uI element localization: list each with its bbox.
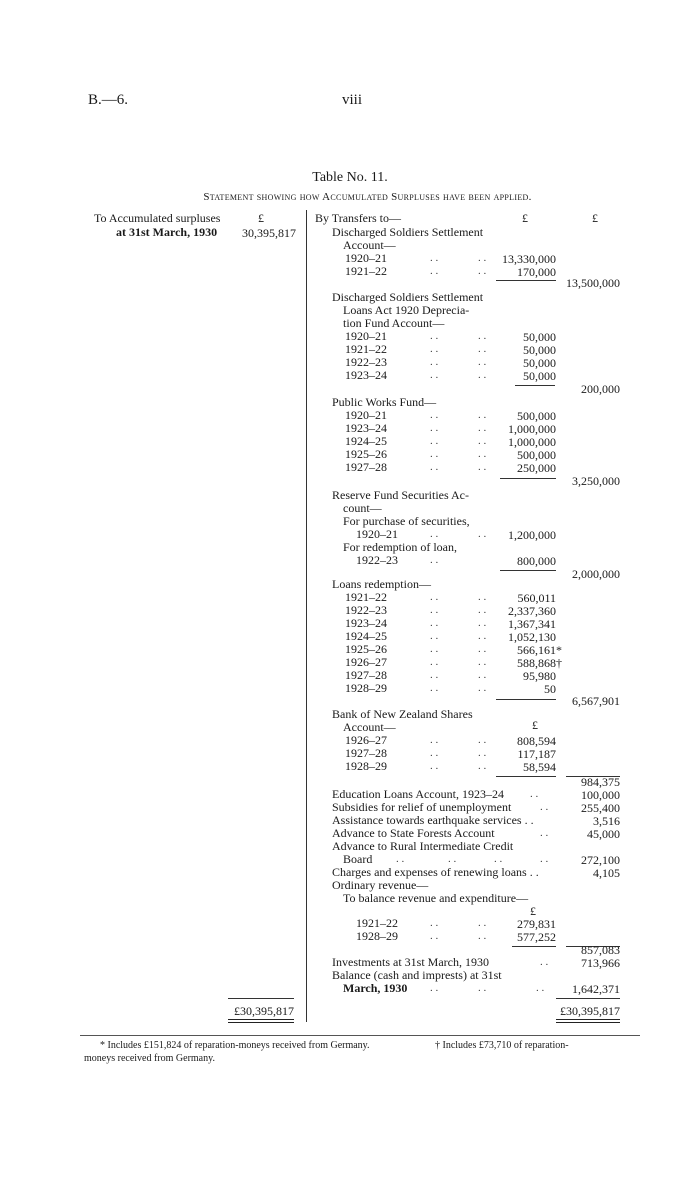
table-title: Table No. 11. — [312, 170, 388, 185]
dssl-year: 1923–24 — [345, 368, 387, 382]
credit-total: £30,395,817 — [560, 1004, 620, 1018]
rural-label: Advance to Rural Intermediate Credit — [332, 839, 514, 853]
dssl-total: 200,000 — [581, 382, 620, 396]
balance-label-cont: March, 1930 — [343, 981, 408, 995]
pwf-amount: 1,000,000 — [508, 435, 556, 449]
dssl-title-cont: Loans Act 1920 Deprecia- — [343, 303, 470, 317]
rfs-year: 1922–23 — [356, 553, 398, 567]
debit-date: at 31st March, 1930 — [116, 225, 218, 239]
renewing-amount: 4,105 — [593, 866, 620, 880]
loans-year: 1923–24 — [345, 616, 387, 630]
dssl-amount: 50,000 — [523, 356, 556, 370]
column-divider — [306, 210, 307, 1022]
dss-total: 13,500,000 — [566, 276, 620, 290]
dss-amount: 170,000 — [517, 265, 556, 279]
loans-total: 6,567,901 — [572, 694, 620, 708]
rfs-amount: 800,000 — [517, 554, 556, 568]
dssl-title-cont: tion Fund Account— — [343, 316, 445, 330]
item-amount: 3,516 — [593, 814, 620, 828]
item-label: Assistance towards earthquake services . . — [332, 813, 534, 827]
credit-heading: By Transfers to— — [315, 211, 402, 225]
pwf-year: 1925–26 — [345, 447, 387, 461]
loans-year: 1924–25 — [345, 629, 387, 643]
pwf-year: 1924–25 — [345, 434, 387, 448]
pwf-year: 1920–21 — [345, 408, 387, 422]
debit-label: To Accumulated surpluses — [94, 211, 221, 225]
loans-amount: 2,337,360 — [508, 604, 556, 618]
debit-amount: 30,395,817 — [242, 226, 296, 240]
dssl-year: 1922–23 — [345, 355, 387, 369]
bnz-year: 1928–29 — [345, 759, 387, 773]
loans-year: 1925–26 — [345, 642, 387, 656]
bnz-year: 1927–28 — [345, 746, 387, 760]
bnz-title-cont: Account— — [343, 720, 396, 734]
ordinary-amount: 279,831 — [517, 917, 556, 931]
item-label: Subsidies for relief of unemployment — [332, 800, 512, 814]
rfs-year: 1920–21 — [356, 527, 398, 541]
pwf-amount: 250,000 — [517, 461, 556, 475]
pwf-amount: 500,000 — [517, 448, 556, 462]
footnote-rule — [80, 1035, 640, 1036]
ordinary-amount: 577,252 — [517, 930, 556, 944]
rfs-purchase-label: For purchase of securities, — [343, 514, 470, 528]
rfs-title-cont: count— — [343, 501, 382, 515]
loans-year: 1927–28 — [345, 668, 387, 682]
loans-title: Loans redemption— — [332, 577, 431, 591]
pwf-total: 3,250,000 — [572, 474, 620, 488]
page-reference: B.—6. — [88, 92, 129, 108]
loans-year: 1922–23 — [345, 603, 387, 617]
dssl-amount: 50,000 — [523, 343, 556, 357]
debit-currency: £ — [258, 211, 264, 225]
loans-amount: 1,367,341 — [508, 617, 556, 631]
ordinary-year: 1928–29 — [356, 929, 398, 943]
bnz-title: Bank of New Zealand Shares — [332, 707, 473, 721]
loans-amount: 95,980 — [523, 669, 556, 683]
dss-amount: 13,330,000 — [502, 252, 556, 266]
dss-title: Discharged Soldiers Settlement — [332, 225, 484, 239]
loans-amount: 560,011 — [517, 591, 556, 605]
ordinary-year: 1921–22 — [356, 916, 398, 930]
page-number: viii — [342, 92, 363, 108]
loans-amount: 566,161* — [517, 643, 562, 657]
dss-title-cont: Account— — [343, 238, 396, 252]
loans-year: 1928–29 — [345, 681, 387, 695]
item-amount: 45,000 — [587, 827, 620, 841]
loans-year: 1926–27 — [345, 655, 387, 669]
rfs-redemption-label: For redemption of loan, — [343, 540, 457, 554]
dssl-year: 1921–22 — [345, 342, 387, 356]
investments-label: Investments at 31st March, 1930 — [332, 955, 489, 969]
footnote-dagger-cont: moneys received from Germany. — [84, 1053, 215, 1064]
item-amount: 255,400 — [581, 801, 620, 815]
table-caption: Statement showing how Accumulated Surpluses have been applied. — [203, 191, 532, 203]
item-label: Education Loans Account, 1923–24 — [332, 787, 504, 801]
footnote-star: * Includes £151,824 of reparation-moneys received from Germany. — [100, 1040, 370, 1051]
ordinary-title: Ordinary revenue— — [332, 878, 429, 892]
investments-amount: 713,966 — [581, 956, 620, 970]
ordinary-total: 857,083 — [581, 943, 620, 957]
bnz-total: 984,375 — [581, 775, 620, 789]
bnz-currency: £ — [532, 718, 538, 732]
rural-label-cont: Board — [343, 852, 373, 866]
bnz-amount: 808,594 — [517, 734, 556, 748]
bnz-amount: 117,187 — [517, 747, 556, 761]
bnz-year: 1926–27 — [345, 733, 387, 747]
ordinary-subtitle: To balance revenue and expenditure— — [343, 891, 529, 905]
pwf-amount: 500,000 — [517, 409, 556, 423]
col2-currency: £ — [592, 211, 598, 225]
loans-amount: 50 — [544, 682, 556, 696]
ordinary-currency: £ — [530, 904, 536, 918]
balance-label: Balance (cash and imprests) at 31st — [332, 968, 502, 982]
balance-amount: 1,642,371 — [572, 982, 620, 996]
dssl-title: Discharged Soldiers Settlement — [332, 290, 484, 304]
rfs-amount: 1,200,000 — [508, 528, 556, 542]
loans-amount: 588,868† — [517, 656, 562, 670]
loans-year: 1921–22 — [345, 590, 387, 604]
footnote-dagger: † Includes £73,710 of reparation- — [435, 1040, 569, 1051]
item-label: Advance to State Forests Account — [332, 826, 495, 840]
dssl-amount: 50,000 — [523, 330, 556, 344]
dssl-year: 1920–21 — [345, 329, 387, 343]
dss-year: 1921–22 — [345, 264, 387, 278]
renewing-label: Charges and expenses of renewing loans . . — [332, 865, 539, 879]
item-amount: 100,000 — [581, 788, 620, 802]
loans-amount: 1,052,130 — [508, 630, 556, 644]
pwf-year: 1927–28 — [345, 460, 387, 474]
rural-amount: 272,100 — [581, 853, 620, 867]
rfs-total: 2,000,000 — [572, 567, 620, 581]
pwf-title: Public Works Fund— — [332, 395, 437, 409]
dssl-amount: 50,000 — [523, 369, 556, 383]
dss-year: 1920–21 — [345, 251, 387, 265]
bnz-amount: 58,594 — [523, 760, 556, 774]
rfs-title: Reserve Fund Securities Ac- — [332, 488, 469, 502]
pwf-year: 1923–24 — [345, 421, 387, 435]
pwf-amount: 1,000,000 — [508, 422, 556, 436]
debit-total: £30,395,817 — [234, 1004, 294, 1018]
col1-currency: £ — [522, 211, 528, 225]
